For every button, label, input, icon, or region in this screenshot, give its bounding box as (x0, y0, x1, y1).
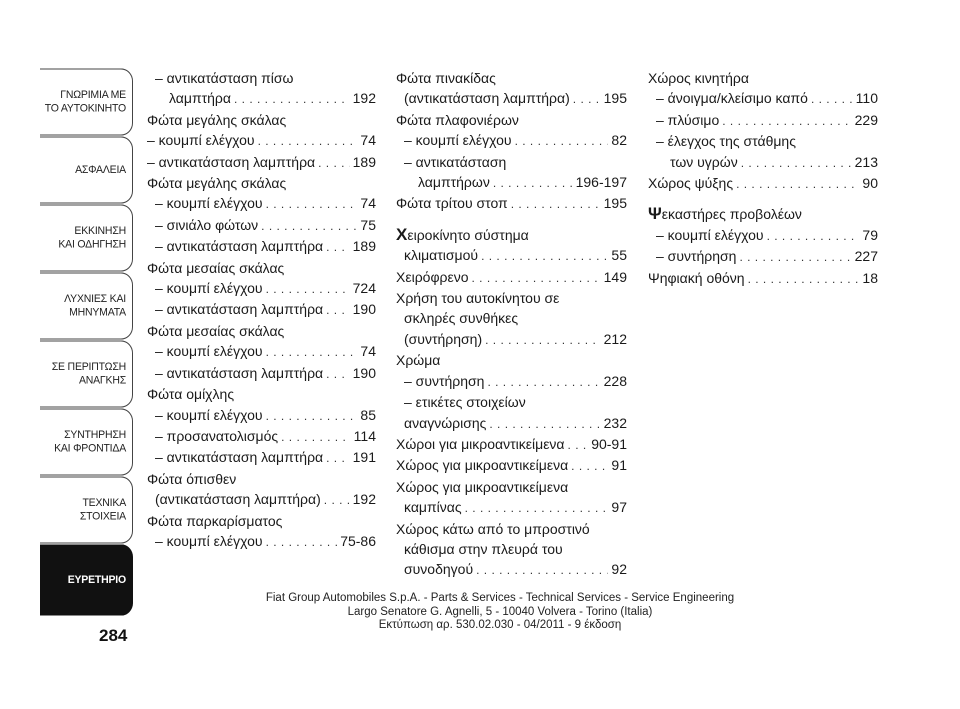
index-entry (648, 204, 878, 224)
dot-leader (767, 226, 860, 246)
index-entry-text: Φώτα πλαφονιέρων (396, 111, 519, 128)
dot-leader (487, 372, 600, 392)
index-entry (396, 477, 627, 497)
dot-leader (811, 89, 853, 109)
index-entry-text: – κουμπί ελέγχου (147, 132, 255, 149)
index-entry (147, 321, 376, 341)
index-entry (396, 130, 627, 151)
index-entry (396, 434, 627, 455)
dot-leader (736, 174, 859, 194)
index-entry (147, 88, 376, 109)
index-entry-text: – κουμπί ελέγχου (404, 132, 512, 149)
index-entry (147, 447, 376, 468)
page-number: 284 (99, 626, 128, 645)
index-entry-page: 189 (352, 153, 376, 170)
index-entry (396, 329, 627, 350)
index-entry-text: λαμπτήρων (418, 174, 490, 191)
index-entry-page: 190 (352, 364, 376, 381)
index-entry-page: 191 (352, 449, 376, 466)
index-entry-page: 91 (611, 457, 627, 474)
publisher-footer (200, 592, 800, 633)
index-entry-text: Χώρος για μικροαντικείμενα (396, 457, 569, 474)
index-entry-text: – αντικατάσταση λαμπτήρα (155, 301, 324, 318)
dot-leader (571, 456, 608, 476)
index-entry (396, 413, 627, 434)
index-entry-text: των υγρών (670, 153, 738, 170)
index-entry (147, 152, 376, 173)
index-entry (396, 392, 627, 412)
index-entry-text: Χώρος για μικροαντικείμενα (396, 478, 569, 495)
tab-getting-to-know[interactable]: ΓΝΩΡΙΜΙΑ ΜΕ ΤΟ ΑΥΤΟΚΙΝΗΤΟ (40, 68, 133, 135)
index-entry (648, 246, 878, 267)
index-entry (396, 88, 627, 109)
index-entry-text: Φώτα μεσαίας σκάλας (147, 322, 285, 339)
index-entry-text: – κουμπί ελέγχου (155, 406, 263, 423)
index-entry (396, 110, 627, 130)
index-entry-text: Χώροι για μικροαντικείμενα (396, 435, 565, 452)
dot-leader (326, 300, 350, 320)
index-entry-text: – έλεγχος της στάθμης (656, 133, 796, 150)
index-entry (147, 278, 376, 299)
index-entry-page: 724 (352, 280, 376, 297)
index-entry-text: – αντικατάσταση λαμπτήρα (155, 449, 324, 466)
dot-leader (261, 216, 357, 236)
index-entry-text: – προσανατολισμός (155, 427, 279, 444)
index-entry (396, 193, 627, 214)
index-entry-page: 79 (862, 226, 878, 243)
dot-leader (258, 131, 358, 151)
index-entry-page: 97 (611, 499, 627, 516)
dot-leader (266, 279, 350, 299)
index-entry (648, 152, 878, 173)
index-entry-text: Χώρος κάτω από το μπροστινό (396, 520, 590, 537)
index-entry-page: 190 (352, 301, 376, 318)
dot-leader (511, 194, 601, 214)
index-entry-text: Φώτα μεγάλης σκάλας (147, 175, 287, 192)
index-entry-page: 232 (603, 414, 627, 431)
index-entry-page: 192 (352, 90, 376, 107)
index-entry-text: (αντικατάσταση λαμπτήρα) (404, 90, 570, 107)
index-entry-text: – κουμπί ελέγχου (155, 532, 263, 549)
index-entry-text: Φώτα πινακίδας (396, 70, 496, 86)
index-entry-page: 149 (603, 268, 627, 285)
index-entry-text: – αντικατάσταση πίσω (155, 70, 294, 86)
index-entry-page: 228 (603, 372, 627, 389)
index-entry-text: Φώτα ομίχλης (147, 386, 235, 403)
dot-leader (748, 269, 860, 289)
dot-leader (493, 173, 573, 193)
index-entry (648, 68, 878, 88)
dot-leader (739, 247, 851, 267)
dot-leader (326, 364, 350, 384)
dot-leader (741, 153, 852, 173)
dot-leader (465, 498, 609, 518)
index-entry (396, 539, 627, 559)
index-entry (147, 236, 376, 257)
index-entry-page: 196-197 (575, 174, 627, 191)
dot-leader (266, 342, 358, 362)
index-entry (396, 152, 627, 172)
index-entry (648, 268, 878, 289)
index-entry-text: σκληρές συνθήκες (404, 310, 519, 327)
tab-maintenance[interactable]: ΣΥΝΤΗΡΗΣΗ ΚΑΙ ΦΡΟΝΤΙΔΑ (40, 408, 133, 475)
index-entry-text: κάθισμα στην πλευρά του (404, 540, 563, 557)
index-entry-text: Χρήση του αυτοκίνητου σε (396, 290, 560, 307)
index-entry-page: 110 (855, 90, 878, 107)
index-entry-text: – κουμπί ελέγχου (656, 226, 764, 243)
index-entry-text: – ετικέτες στοιχείων (404, 394, 526, 411)
index-entry (147, 341, 376, 362)
footer-line-1: Fiat Group Automobiles S.p.A. - Parts & Services - Technical Services - Service Engineering (265, 592, 735, 604)
index-entry (147, 299, 376, 320)
dot-leader (472, 268, 601, 288)
index-entry-text: λαμπτήρα (169, 90, 231, 107)
index-entry-text: – κουμπί ελέγχου (155, 343, 263, 360)
index-entry-text: – συντήρηση (656, 248, 737, 265)
index-entry-page: 189 (352, 238, 376, 255)
index-column-1 (147, 68, 376, 552)
dot-leader (266, 406, 358, 426)
index-entry-text: Φώτα τρίτου στοπ (396, 195, 508, 212)
dot-leader (266, 532, 338, 552)
index-entry-text: συνοδηγού (404, 561, 474, 578)
tab-warning-lights[interactable]: ΛΥΧΝΙΕΣ ΚΑΙ ΜΗΝΥΜΑΤΑ (40, 272, 133, 339)
index-entry-page: 213 (854, 153, 878, 170)
index-entry (147, 469, 376, 489)
index-entry-text: – πλύσιμο (656, 111, 720, 128)
dot-leader (281, 427, 351, 447)
index-entry-page: 74 (360, 343, 376, 360)
index-entry-text: – κουμπί ελέγχου (155, 280, 263, 297)
tab-technical-data[interactable]: ΤΕΧΝΙΚΑ ΣΤΟΙΧΕΙΑ (40, 476, 133, 543)
index-entry-text: – σινιάλο φώτων (155, 216, 259, 233)
index-entry (147, 193, 376, 214)
index-entry-text: Ψηφιακή οθόνη (648, 269, 745, 286)
index-entry (147, 384, 376, 404)
index-entry (396, 350, 627, 370)
footer-line-2: Largo Senatore G. Agnelli, 5 - 10040 Volvera - Torino (Italia) (347, 605, 653, 618)
index-entry-text: καμπίνας (404, 499, 462, 516)
index-entry-page: 92 (611, 561, 627, 578)
index-entry (147, 130, 376, 151)
index-entry-text: Χρώμα (396, 352, 441, 369)
index-entry (147, 531, 376, 552)
index-entry (648, 110, 878, 131)
index-entry-text: Ψεκαστήρες προβολέων (648, 204, 802, 224)
index-entry (147, 426, 376, 447)
index-entry-text: – άνοιγμα/κλείσιμο καπό (656, 90, 808, 107)
index-entry-page: 195 (603, 195, 627, 212)
index-entry (396, 519, 627, 539)
index-entry-page: 90-91 (591, 435, 627, 452)
index-entry (396, 225, 627, 245)
index-entry-page: 74 (360, 132, 376, 149)
index-entry (648, 131, 878, 151)
index-entry-page: 229 (854, 111, 878, 128)
dot-leader (568, 435, 589, 455)
tab-emergency[interactable]: ΣΕ ΠΕΡΙΠΤΩΣΗ ΑΝΑΓΚΗΣ (40, 340, 133, 407)
index-entry (147, 363, 376, 384)
index-entry-page: 75-86 (340, 532, 376, 549)
index-entry-page: 74 (360, 195, 376, 212)
index-entry-text: Φώτα μεσαίας σκάλας (147, 259, 285, 276)
index-entry (147, 110, 376, 130)
dot-leader (234, 89, 350, 109)
index-entry (147, 258, 376, 278)
index-entry-text: – κουμπί ελέγχου (155, 195, 263, 212)
index-entry (648, 173, 878, 194)
dot-leader (326, 237, 350, 257)
tab-safety[interactable]: ΑΣΦΑΛΕΙΑ (40, 136, 133, 203)
index-entry (396, 267, 627, 288)
index-entry (396, 455, 627, 476)
tab-starting-driving[interactable]: ΕΚΚΙΝΗΣΗ ΚΑΙ ΟΔΗΓΗΣΗ (40, 204, 133, 271)
index-entry-text: Φώτα παρκαρίσματος (147, 512, 283, 529)
index-entry-text: – αντικατάσταση λαμπτήρα (147, 153, 316, 170)
dot-leader (573, 89, 601, 109)
index-entry-text: Φώτα όπισθεν (147, 470, 237, 487)
dot-leader (326, 448, 350, 468)
index-entry-text: – συντήρηση (404, 372, 485, 389)
dot-leader (481, 246, 608, 266)
index-entry (648, 225, 878, 246)
dot-leader (324, 490, 350, 510)
index-entry-page: 114 (353, 427, 376, 444)
index-entry-page: 55 (611, 247, 627, 264)
index-entry (396, 245, 627, 266)
index-entry (147, 173, 376, 193)
dot-leader (318, 153, 350, 173)
index-entry (648, 88, 878, 109)
index-entry (396, 68, 627, 88)
index-entry-text: Χώρος ψύξης (648, 175, 734, 192)
index-entry (396, 172, 627, 193)
index-entry-text: κλιματισμού (404, 247, 479, 264)
tab-index[interactable]: ΕΥΡΕΤΗΡΙΟ (40, 544, 133, 615)
index-entry-text: (συντήρηση) (404, 330, 483, 347)
index-entry (147, 215, 376, 236)
index-entry-page: 85 (360, 406, 376, 423)
index-entry-page: 192 (352, 491, 376, 508)
dot-leader (476, 560, 608, 580)
index-entry-text: – αντικατάσταση λαμπτήρα (155, 238, 324, 255)
index-entry-page: 18 (862, 269, 878, 286)
index-entry (396, 371, 627, 392)
index-entry (147, 68, 376, 88)
dot-leader (722, 111, 851, 131)
index-entry-text: – αντικατάσταση λαμπτήρα (155, 364, 324, 381)
index-entry (147, 405, 376, 426)
index-entry-page: 90 (862, 175, 878, 192)
index-entry-text: αναγνώρισης (404, 414, 487, 431)
dot-leader (485, 330, 601, 350)
index-column-2 (396, 68, 627, 581)
footer-line-3: Εκτύπωση αρ. 530.02.030 - 04/2011 - 9 έκδοση (378, 619, 622, 631)
index-entry (396, 559, 627, 580)
index-entry-text: – αντικατάσταση (404, 153, 507, 170)
dot-leader (515, 131, 609, 151)
index-entry-page: 212 (603, 330, 627, 347)
index-entry (396, 497, 627, 518)
index-entry-text: Χειρόφρενο (396, 268, 469, 285)
index-entry-text: (αντικατάσταση λαμπτήρα) (155, 491, 321, 508)
index-entry (396, 308, 627, 328)
index-entry-page: 227 (854, 248, 878, 265)
index-column-3 (648, 68, 878, 289)
section-tabs (40, 70, 133, 618)
index-entry-text: Φώτα μεγάλης σκάλας (147, 111, 287, 128)
index-entry (147, 511, 376, 531)
dot-leader (489, 414, 600, 434)
index-entry-page: 195 (603, 90, 627, 107)
dot-leader (266, 194, 358, 214)
index-entry-text: Χώρος κινητήρα (648, 70, 749, 86)
index-entry-page: 82 (611, 132, 627, 149)
index-entry (396, 288, 627, 308)
index-entry-page: 75 (360, 216, 376, 233)
index-entry-text: Χειροκίνητο σύστημα (396, 224, 529, 244)
index-entry (147, 489, 376, 510)
